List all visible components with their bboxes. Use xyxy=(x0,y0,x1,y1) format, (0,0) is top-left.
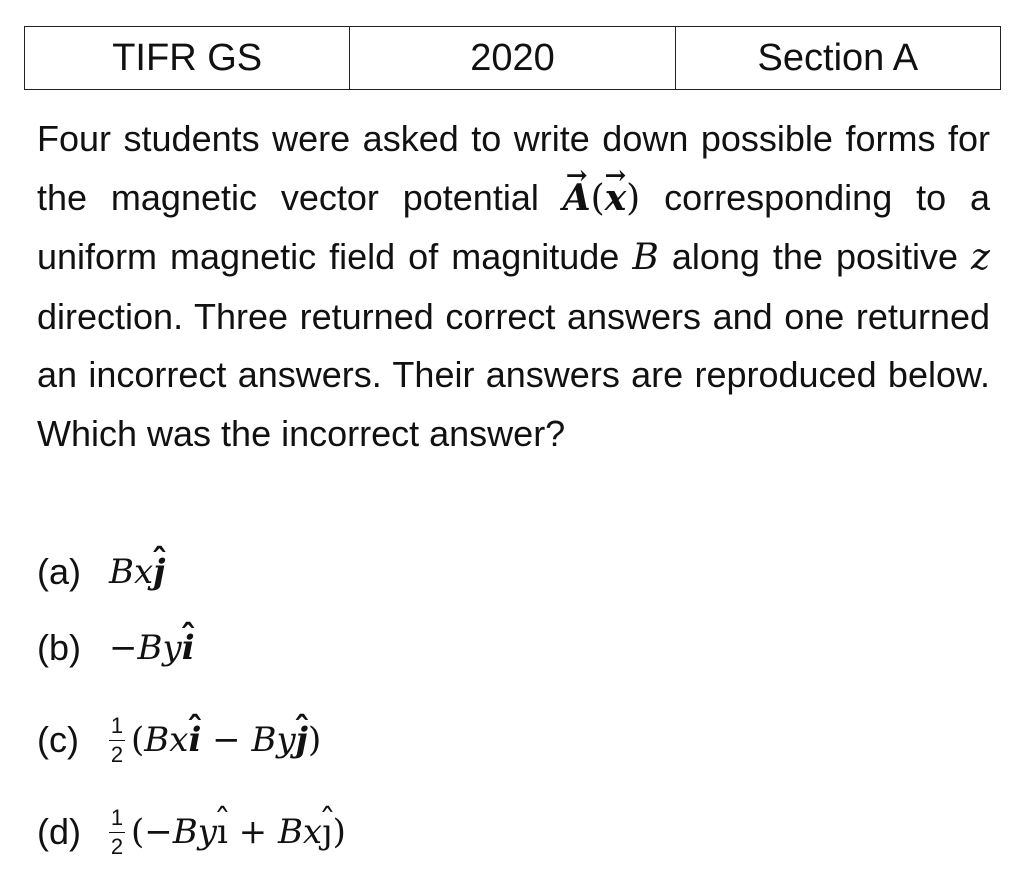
question-part4: direction. Three returned correct answers and one returned an incorrect answers. Their answers are reproduced below. Which was the incorrect answer? xyxy=(37,295,990,454)
option-a-label: (a) xyxy=(37,551,81,592)
unit-vector-j: j ˆ xyxy=(296,720,308,760)
question-part3: along the positive xyxy=(658,236,972,277)
option-d-term1: −By xyxy=(144,812,217,852)
exam-year-cell: 2020 xyxy=(350,27,675,90)
option-a-expression xyxy=(109,552,165,592)
vector-a-symbol: → A xyxy=(563,169,591,228)
fraction-one-half xyxy=(109,806,125,857)
paren-open: ( xyxy=(590,177,605,219)
fraction-denominator: 2 xyxy=(110,833,124,859)
unit-vector-i: i ˆ xyxy=(188,720,201,760)
option-d-label: (d) xyxy=(37,811,81,852)
option-a[interactable] xyxy=(37,542,165,602)
plus-operator: + xyxy=(227,812,278,852)
header-row xyxy=(25,27,1001,90)
option-c-term2: By xyxy=(251,720,296,760)
question-part1: Four students were asked to write down possible forms for the magnetic vector potential xyxy=(37,118,990,218)
question-part2: corresponding to a uniform magnetic field of magnitude xyxy=(37,176,990,277)
question-text xyxy=(37,110,990,463)
option-b[interactable] xyxy=(37,618,195,678)
paren-open: ( xyxy=(131,720,145,760)
variable-z: z xyxy=(971,237,991,278)
paren-open: ( xyxy=(131,812,145,852)
option-d-expression xyxy=(109,806,346,857)
option-c-label: (c) xyxy=(37,719,79,760)
option-d-term2: Bx xyxy=(277,812,323,852)
header-table xyxy=(24,26,1001,90)
fraction-one-half xyxy=(109,714,125,765)
unit-vector-j: j ˆ xyxy=(153,552,165,592)
fraction-denominator: 2 xyxy=(110,741,124,767)
unit-vector-i: ı ˆ xyxy=(217,812,228,852)
minus-operator: − xyxy=(201,720,252,760)
option-c-term1: Bx xyxy=(144,720,189,760)
fraction-bar xyxy=(109,740,125,741)
option-b-label: (b) xyxy=(37,627,81,668)
option-b-expression xyxy=(109,628,195,668)
option-b-term: −By xyxy=(109,628,182,668)
paren-close: ) xyxy=(332,812,346,852)
option-d[interactable] xyxy=(37,802,346,862)
option-c-expression xyxy=(109,714,321,765)
exam-name-cell: TIFR GS xyxy=(25,27,350,90)
fraction-bar xyxy=(109,832,125,833)
variable-b: B xyxy=(632,237,659,278)
vector-x-symbol: → x xyxy=(605,169,626,228)
option-c[interactable] xyxy=(37,710,321,770)
paren-close: ) xyxy=(307,720,322,760)
paren-close: ) xyxy=(626,177,641,219)
unit-vector-i: i ˆ xyxy=(182,628,195,668)
fraction-numerator: 1 xyxy=(110,713,124,739)
fraction-numerator: 1 xyxy=(110,805,124,831)
option-a-term: Bx xyxy=(109,552,154,592)
section-cell: Section A xyxy=(675,27,1000,90)
unit-vector-j: ȷ ˆ xyxy=(322,812,333,852)
